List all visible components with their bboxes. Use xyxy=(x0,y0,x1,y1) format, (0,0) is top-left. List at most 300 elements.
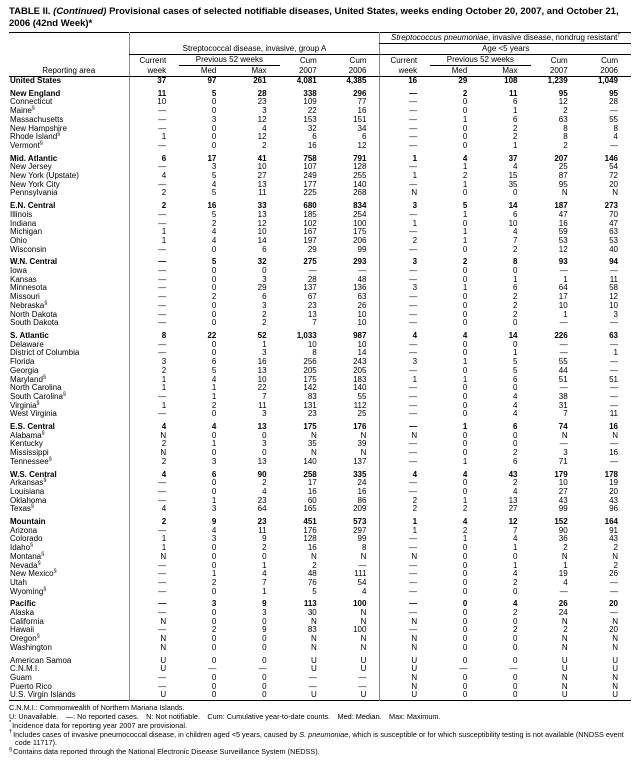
value-cell: 4 xyxy=(129,505,179,514)
value-cell: — xyxy=(610,106,618,116)
value-cell: 90 xyxy=(558,525,568,535)
value-cell: N xyxy=(360,608,367,618)
value-cell: 243 xyxy=(353,357,367,367)
value-cell: 791 xyxy=(353,153,367,163)
value-cell: 4 xyxy=(129,172,179,181)
value-cell: 13 xyxy=(257,422,267,432)
col-header-2006-a: 2006 xyxy=(330,66,380,77)
col-header-cum2006-b: Cum xyxy=(601,55,618,65)
reporting-area-cell: Maine§ xyxy=(10,105,35,116)
value-cell: 48 xyxy=(307,569,317,579)
value-cell: 40 xyxy=(609,244,618,254)
value-cell: 256 xyxy=(303,357,317,367)
value-cell: 6 xyxy=(211,357,217,367)
value-cell: — xyxy=(308,266,317,276)
value-cell: 175 xyxy=(303,422,317,432)
footnote-marker: § xyxy=(30,542,34,549)
value-cell: 25 xyxy=(558,162,568,172)
value-cell: 14 xyxy=(508,330,518,340)
reporting-area-cell: United States xyxy=(10,76,62,85)
value-cell: — xyxy=(358,681,367,691)
reporting-area-cell: Michigan xyxy=(10,227,43,237)
value-cell: 225 xyxy=(303,188,317,198)
group-b-title-italic: Streptococcus pneumoniae xyxy=(391,33,488,42)
col-header-week-b: week xyxy=(380,66,430,77)
footnote-marker: § xyxy=(62,391,66,398)
footnote-marker: § xyxy=(53,568,57,575)
value-cell: — xyxy=(610,456,618,466)
table-row xyxy=(9,332,631,341)
value-cell: 5 xyxy=(211,257,217,267)
value-cell: — xyxy=(559,348,568,358)
value-cell: 2 xyxy=(380,237,430,246)
value-cell: 16 xyxy=(307,140,317,150)
table-row xyxy=(9,367,631,376)
value-cell: U xyxy=(561,655,568,665)
footnote-dagger xyxy=(9,731,631,749)
reporting-area-cell: Missouri xyxy=(10,292,40,302)
value-cell: — xyxy=(358,560,367,570)
value-cell: 27 xyxy=(257,171,267,181)
value-cell: 59 xyxy=(558,227,568,237)
table-row xyxy=(9,293,631,302)
reporting-area-cell: Pacific xyxy=(10,599,36,609)
value-cell: 77 xyxy=(357,97,367,107)
value-cell: 43 xyxy=(609,534,618,544)
value-cell: 2 xyxy=(513,625,518,635)
value-cell: 7 xyxy=(312,318,317,328)
value-cell: 16 xyxy=(207,201,217,211)
value-cell: — xyxy=(610,608,618,618)
value-cell: — xyxy=(380,458,430,467)
value-cell: 2 xyxy=(513,608,518,618)
value-cell: U xyxy=(612,690,618,700)
value-cell: 2 xyxy=(129,518,179,527)
reporting-area-cell: Wisconsin xyxy=(10,244,47,254)
table-row xyxy=(9,228,631,237)
table-row xyxy=(9,202,631,211)
value-cell: 2 xyxy=(380,497,430,506)
value-cell: 0 xyxy=(211,97,217,107)
value-cell: 1 xyxy=(462,114,468,124)
value-cell: 758 xyxy=(303,153,317,163)
value-cell: 2 xyxy=(462,504,468,514)
value-cell: 5 xyxy=(211,88,217,98)
table-row xyxy=(9,142,631,151)
table-row xyxy=(9,349,631,358)
value-cell: 137 xyxy=(303,283,317,293)
value-cell: 55 xyxy=(558,357,568,367)
value-cell: N xyxy=(129,449,179,458)
value-cell: N xyxy=(380,674,430,683)
reporting-area-cell: Arkansas§ xyxy=(10,477,47,488)
value-cell: 12 xyxy=(257,132,267,142)
value-cell: 1 xyxy=(563,274,568,284)
value-cell: — xyxy=(380,440,430,449)
value-cell: N xyxy=(129,432,179,441)
table-row xyxy=(9,284,631,293)
value-cell: U xyxy=(360,655,367,665)
value-cell: 1 xyxy=(262,560,267,570)
value-cell: N xyxy=(380,189,430,198)
value-cell: 4 xyxy=(513,227,518,237)
value-cell: 43 xyxy=(609,495,618,505)
value-cell: 2 xyxy=(513,448,518,458)
value-cell: — xyxy=(380,600,430,609)
value-cell: 35 xyxy=(307,439,317,449)
value-cell: 13 xyxy=(257,456,267,466)
value-cell: 5 xyxy=(211,171,217,181)
value-cell: 86 xyxy=(357,495,367,505)
value-cell: 4 xyxy=(262,123,267,133)
value-cell: U xyxy=(310,690,317,700)
value-cell: N xyxy=(561,551,568,561)
table-row xyxy=(9,211,631,220)
value-cell: 4,385 xyxy=(346,76,367,85)
value-cell: 1 xyxy=(129,376,179,385)
value-cell: — xyxy=(129,410,179,419)
value-cell: 3 xyxy=(380,358,430,367)
value-cell: 152 xyxy=(554,517,568,527)
reporting-area-cell: New York City xyxy=(10,179,60,189)
reporting-area-cell: S. Atlantic xyxy=(10,330,49,340)
value-cell: 63 xyxy=(609,330,618,340)
value-cell: — xyxy=(380,535,430,544)
value-cell: — xyxy=(380,302,430,311)
footnote-marker: § xyxy=(31,105,35,112)
col-header-current-a: Current xyxy=(129,55,179,66)
footnote-marker: § xyxy=(37,559,41,566)
value-cell: 63 xyxy=(609,227,618,237)
value-cell: 0 xyxy=(513,430,518,440)
value-cell: 26 xyxy=(609,569,618,579)
value-cell: 7 xyxy=(563,409,568,419)
value-cell: 4 xyxy=(462,517,468,527)
table-row xyxy=(9,635,631,644)
table-row xyxy=(9,220,631,229)
value-cell: 183 xyxy=(353,374,367,384)
value-cell: 0 xyxy=(211,655,217,665)
value-cell: 4 xyxy=(380,332,430,341)
table-row xyxy=(9,600,631,609)
value-cell: N xyxy=(612,642,618,652)
value-cell: 3 xyxy=(563,448,568,458)
value-cell: 0 xyxy=(462,409,468,419)
value-cell: 0 xyxy=(211,560,217,570)
value-cell: 11 xyxy=(258,525,267,535)
value-cell: 2 xyxy=(211,218,217,228)
value-cell: 0 xyxy=(462,439,468,449)
value-cell: 0 xyxy=(211,318,217,328)
value-cell: 10 xyxy=(357,318,367,328)
value-cell: 0 xyxy=(513,586,518,596)
value-cell: 0 xyxy=(462,97,468,107)
value-cell: 5 xyxy=(312,586,317,596)
value-cell: — xyxy=(380,393,430,402)
value-cell: 0 xyxy=(513,690,518,700)
value-cell: — xyxy=(380,588,430,597)
value-cell: 0 xyxy=(513,383,518,393)
footnote-marker: § xyxy=(42,373,46,380)
value-cell: 175 xyxy=(353,227,367,237)
value-cell: 0 xyxy=(211,348,217,358)
value-cell: — xyxy=(129,341,179,350)
value-cell: N xyxy=(380,644,430,653)
value-cell: 167 xyxy=(303,227,317,237)
value-cell: 10 xyxy=(257,374,267,384)
reporting-area-cell: Nevada§ xyxy=(10,559,41,570)
value-cell: — xyxy=(129,276,179,285)
value-cell: 6 xyxy=(129,155,179,164)
value-cell: N xyxy=(380,683,430,692)
value-cell: — xyxy=(380,267,430,276)
value-cell: 11 xyxy=(258,188,267,198)
value-cell: 140 xyxy=(353,179,367,189)
value-cell: 5 xyxy=(513,357,518,367)
value-cell: — xyxy=(129,311,179,320)
value-cell: — xyxy=(380,562,430,571)
value-cell: 38 xyxy=(558,391,568,401)
value-cell: 4 xyxy=(211,374,217,384)
value-cell: 1 xyxy=(462,495,468,505)
value-cell: 0 xyxy=(262,655,267,665)
value-cell: 67 xyxy=(307,292,317,302)
value-cell: 13 xyxy=(257,179,267,189)
table-row xyxy=(9,133,631,142)
value-cell: 273 xyxy=(604,201,618,211)
value-cell: — xyxy=(129,211,179,220)
value-cell: 177 xyxy=(303,179,317,189)
table-row xyxy=(9,626,631,635)
value-cell: 4 xyxy=(513,569,518,579)
reporting-area-cell: Oklahoma xyxy=(10,495,47,505)
reporting-area-cell: Colorado xyxy=(10,534,43,544)
value-cell: 2 xyxy=(462,257,468,267)
value-cell: — xyxy=(129,479,179,488)
reporting-area-cell: South Dakota xyxy=(10,318,59,328)
value-cell: 0 xyxy=(211,608,217,618)
footnote-marker: § xyxy=(57,131,61,138)
value-cell: 4 xyxy=(513,534,518,544)
reporting-area-cell: Mountain xyxy=(10,517,46,527)
value-cell: U xyxy=(561,690,568,700)
value-cell: — xyxy=(380,133,430,142)
value-cell: 41 xyxy=(257,153,267,163)
value-cell: 14 xyxy=(508,201,518,211)
value-cell: N xyxy=(561,430,568,440)
value-cell: 6 xyxy=(513,209,518,219)
value-cell: N xyxy=(310,616,317,626)
value-cell: 6 xyxy=(513,283,518,293)
value-cell: — xyxy=(129,116,179,125)
value-cell: 9 xyxy=(262,625,267,635)
footnotes xyxy=(9,704,631,757)
value-cell: 0 xyxy=(462,348,468,358)
value-cell: 12 xyxy=(257,218,267,228)
value-cell: 2 xyxy=(129,202,179,211)
reporting-area-cell: Guam xyxy=(10,673,32,682)
value-cell: — xyxy=(380,410,430,419)
value-cell: 1 xyxy=(462,534,468,544)
value-cell: 1 xyxy=(462,209,468,219)
reporting-area-cell: Connecticut xyxy=(10,97,53,107)
table-row xyxy=(9,393,631,402)
value-cell: — xyxy=(129,258,179,267)
value-cell: 2 xyxy=(513,478,518,488)
value-cell: 0 xyxy=(462,681,468,691)
value-cell: — xyxy=(208,664,217,674)
footnote-dagger-italic: S. pneumoniae xyxy=(299,729,349,739)
value-cell: — xyxy=(559,266,568,276)
table-row xyxy=(9,311,631,320)
value-cell: 1,033 xyxy=(296,330,317,340)
value-cell: 1 xyxy=(563,560,568,570)
footnote-marker: § xyxy=(41,551,45,558)
value-cell: 0 xyxy=(462,448,468,458)
value-cell: 2 xyxy=(513,300,518,310)
value-cell: 17 xyxy=(558,292,568,302)
footnote-cnmi: C.N.M.I.: Commonwealth of Northern Mariana Islands. xyxy=(9,703,185,713)
value-cell: — xyxy=(380,609,430,618)
value-cell: 4 xyxy=(513,486,518,496)
value-cell: — xyxy=(380,479,430,488)
value-cell: 15 xyxy=(508,171,518,181)
value-cell: — xyxy=(129,570,179,579)
value-cell: 8 xyxy=(563,123,568,133)
group-b-title-rest: , invasive disease, nondrug resistant xyxy=(487,33,618,42)
value-cell: 4 xyxy=(262,486,267,496)
value-cell: 2 xyxy=(312,560,317,570)
value-cell: N xyxy=(612,188,618,198)
value-cell: 335 xyxy=(353,469,367,479)
value-cell: 0 xyxy=(262,642,267,652)
footnote-marker: § xyxy=(39,140,43,147)
value-cell: — xyxy=(380,488,430,497)
table-row xyxy=(9,358,631,367)
value-cell: — xyxy=(610,577,618,587)
value-cell: 142 xyxy=(303,383,317,393)
col-header-cum2007-b: Cum xyxy=(550,55,568,65)
reporting-area-cell: Florida xyxy=(10,357,35,367)
value-cell: — xyxy=(129,293,179,302)
value-cell: — xyxy=(610,357,618,367)
value-cell: 107 xyxy=(303,162,317,172)
value-cell: — xyxy=(129,267,179,276)
value-cell: 165 xyxy=(303,504,317,514)
table-row xyxy=(9,90,631,99)
value-cell: 0 xyxy=(211,339,217,349)
value-cell: 91 xyxy=(609,525,618,535)
value-cell: 1 xyxy=(211,495,217,505)
value-cell: 1 xyxy=(380,172,430,181)
value-cell: 0 xyxy=(462,292,468,302)
group-a-spacer xyxy=(129,33,380,44)
value-cell: 6 xyxy=(211,469,217,479)
value-cell: — xyxy=(129,246,179,255)
value-cell: 0 xyxy=(262,448,267,458)
col-header-prev52-b: Previous 52 weeks xyxy=(430,55,530,66)
value-cell: 63 xyxy=(357,292,367,302)
value-cell: 0 xyxy=(211,551,217,561)
value-cell: 23 xyxy=(257,517,267,527)
value-cell: 0 xyxy=(513,681,518,691)
value-cell: N xyxy=(360,634,367,644)
value-cell: 0 xyxy=(462,642,468,652)
value-cell: 0 xyxy=(462,266,468,276)
value-cell: 5 xyxy=(462,201,468,211)
value-cell: 64 xyxy=(257,504,267,514)
value-cell: 8 xyxy=(513,257,518,267)
value-cell: 3 xyxy=(211,504,217,514)
value-cell: 90 xyxy=(257,469,267,479)
value-cell: 0 xyxy=(262,634,267,644)
value-cell: 2 xyxy=(129,440,179,449)
value-cell: — xyxy=(380,570,430,579)
value-cell: 187 xyxy=(554,201,568,211)
value-cell: — xyxy=(129,349,179,358)
value-cell: 11 xyxy=(258,400,267,410)
value-cell: 6 xyxy=(513,114,518,124)
table-row xyxy=(9,588,631,597)
value-cell: 0 xyxy=(262,616,267,626)
value-cell: 13 xyxy=(257,365,267,375)
value-cell: 2 xyxy=(563,106,568,116)
value-cell: 30 xyxy=(307,608,317,618)
value-cell: N xyxy=(612,681,618,691)
value-cell: 47 xyxy=(609,218,618,228)
value-cell: 2 xyxy=(380,505,430,514)
table-row xyxy=(9,570,631,579)
value-cell: 0 xyxy=(211,642,217,652)
value-cell: N xyxy=(310,634,317,644)
value-cell: 0 xyxy=(211,123,217,133)
value-cell: 9 xyxy=(262,534,267,544)
value-cell: N xyxy=(360,616,367,626)
value-cell: 3 xyxy=(211,114,217,124)
value-cell: 37 xyxy=(129,77,179,86)
reporting-area-cell: Utah xyxy=(10,577,27,587)
table-row xyxy=(9,319,631,328)
reporting-area-cell: Montana§ xyxy=(10,551,45,561)
value-cell: 4 xyxy=(211,235,217,245)
value-cell: 12 xyxy=(558,97,568,107)
table-row xyxy=(9,562,631,571)
value-cell: U xyxy=(129,691,179,700)
value-cell: 0 xyxy=(513,266,518,276)
value-cell: 10 xyxy=(307,339,317,349)
footnote-section-text: Contains data reported through the National Electronic Disease Surveillance System (NEDSS). xyxy=(13,747,320,757)
value-cell: 0 xyxy=(211,309,217,319)
value-cell: 13 xyxy=(508,495,518,505)
value-cell: — xyxy=(559,439,568,449)
value-cell: 226 xyxy=(554,330,568,340)
value-cell: 255 xyxy=(353,171,367,181)
value-cell: 33 xyxy=(257,201,267,211)
table-body xyxy=(9,77,631,701)
value-cell: N xyxy=(380,432,430,441)
value-cell: — xyxy=(380,116,430,125)
value-cell: — xyxy=(308,673,317,682)
value-cell: — xyxy=(129,319,179,328)
value-cell: 99 xyxy=(357,534,367,544)
value-cell: 6 xyxy=(361,132,367,142)
value-cell: 197 xyxy=(303,235,317,245)
value-cell: 87 xyxy=(558,171,568,181)
value-cell: 54 xyxy=(609,162,618,172)
value-cell: 2 xyxy=(513,123,518,133)
value-cell: 1 xyxy=(462,235,468,245)
reporting-area-cell: Louisiana xyxy=(10,486,45,496)
